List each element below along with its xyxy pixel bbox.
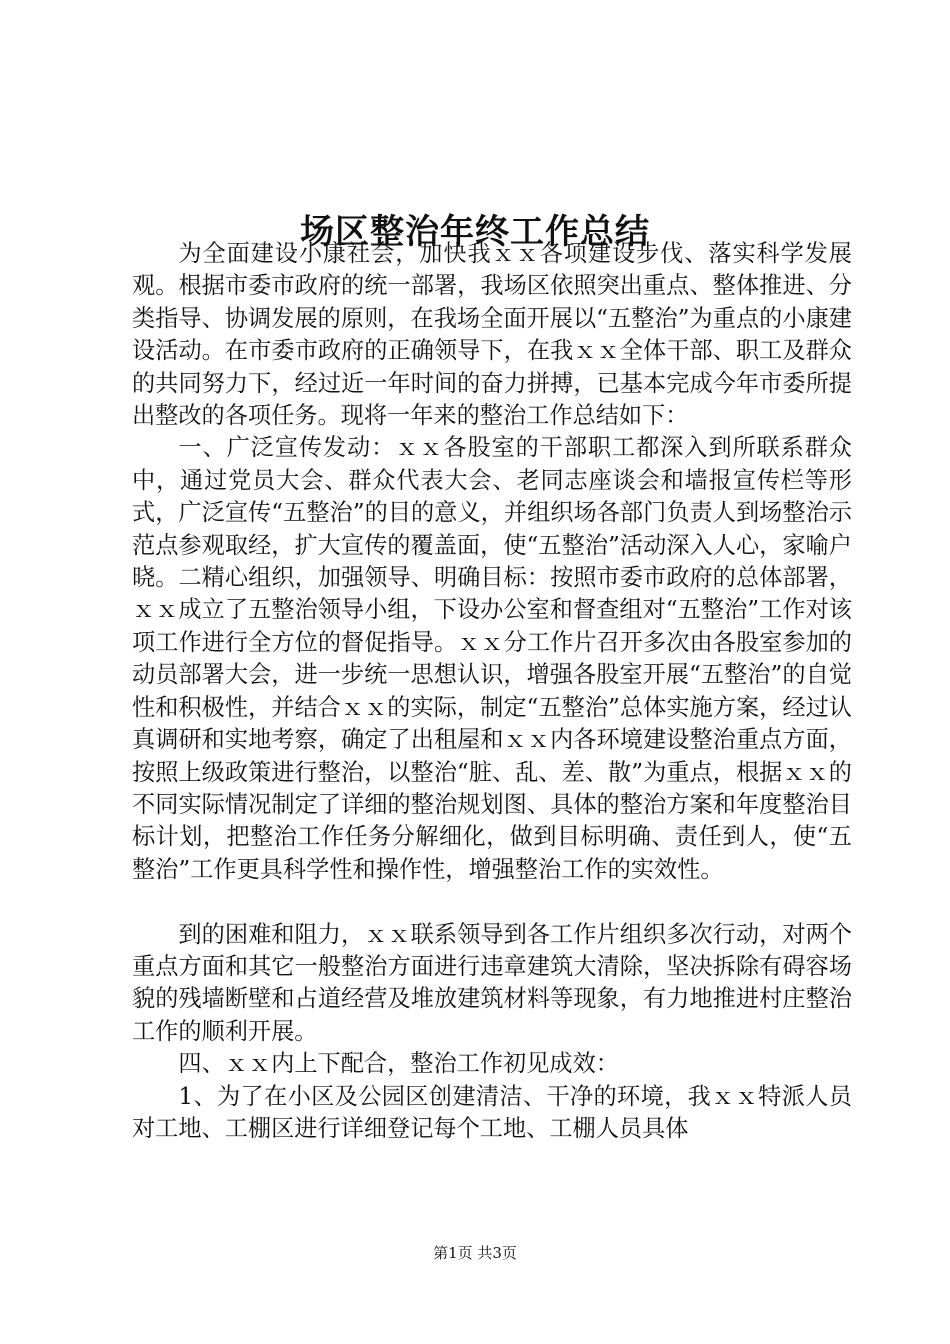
paragraph-section-one: 一、广泛宣传发动：ｘｘ各股室的干部职工都深入到所联系群众中，通过党员大会、群众代表大会、老同志座谈会和墙报宣传栏等形式，广泛宣传“五整治”的目的意义，并组织场各部门负责人到场整治示范点参观取经，扩大宣传的覆盖面，使“五整治”活动深入人心，家喻户晓。二精心组织，加强领导、明确目标：按照市委市政府的总体部署，ｘｘ成立了五整治领导小组，下设办公室和督查组对“五整治”工作对该项工作进行全方位的督促指导。ｘｘ分工作片召开多次由各股室参加的动员部署大会，进一步统一思想认识，增强各股室开展“五整治”的自觉性和积极性，并结合ｘｘ的实际，制定“五整治”总体实施方案，经过认真调研和实地考察，确定了出租屋和ｘｘ内各环境建设整治重点方面，按照上级政策进行整治，以整治“脏、乱、差、散”为重点，根据ｘｘ的不同实际情况制定了详细的整治规划图、具体的整治方案和年度整治目标计划，把整治工作任务分解细化，做到目标明确、责任到人，使“五整治”工作更具科学性和操作性，增强整治工作的实效性。 <box>132 434 852 883</box>
document-body <box>132 238 852 1145</box>
paragraph-intro: 为全面建设小康社会，加快我ｘｘ各项建设步伐、落实科学发展观。根据市委市政府的统一部署，我场区依照突出重点、整体推进、分类指导、协调发展的原则，在我场全面开展以“五整治”为重点的小康建设活动。在市委市政府的正确领导下，在我ｘｘ全体干部、职工及群众的共同努力下，经过近一年时间的奋力拼搏，已基本完成今年市委所提出整改的各项任务。现将一年来的整治工作总结如下： <box>132 240 852 430</box>
paragraph-section-four-heading: 四、ｘｘ内上下配合，整治工作初见成效： <box>178 1050 619 1078</box>
page-footer: 第1页 共3页 <box>433 1244 517 1262</box>
paragraph-item-one: 1、为了在小区及公园区创建清洁、干净的环境，我ｘｘ特派人员对工地、工棚区进行详细登记每个工地、工棚人员具体 <box>132 1082 852 1142</box>
paragraph-continuation: 到的困难和阻力，ｘｘ联系领导到各工作片组织多次行动，对两个重点方面和其它一般整治方面进行违章建筑大清除，坚决拆除有碍容场貌的残墙断壁和占道经营及堆放建筑材料等现象，有力地推进村庄整治工作的顺利开展。 <box>132 920 852 1045</box>
document-title: 场区整治年终工作总结 <box>300 211 650 252</box>
